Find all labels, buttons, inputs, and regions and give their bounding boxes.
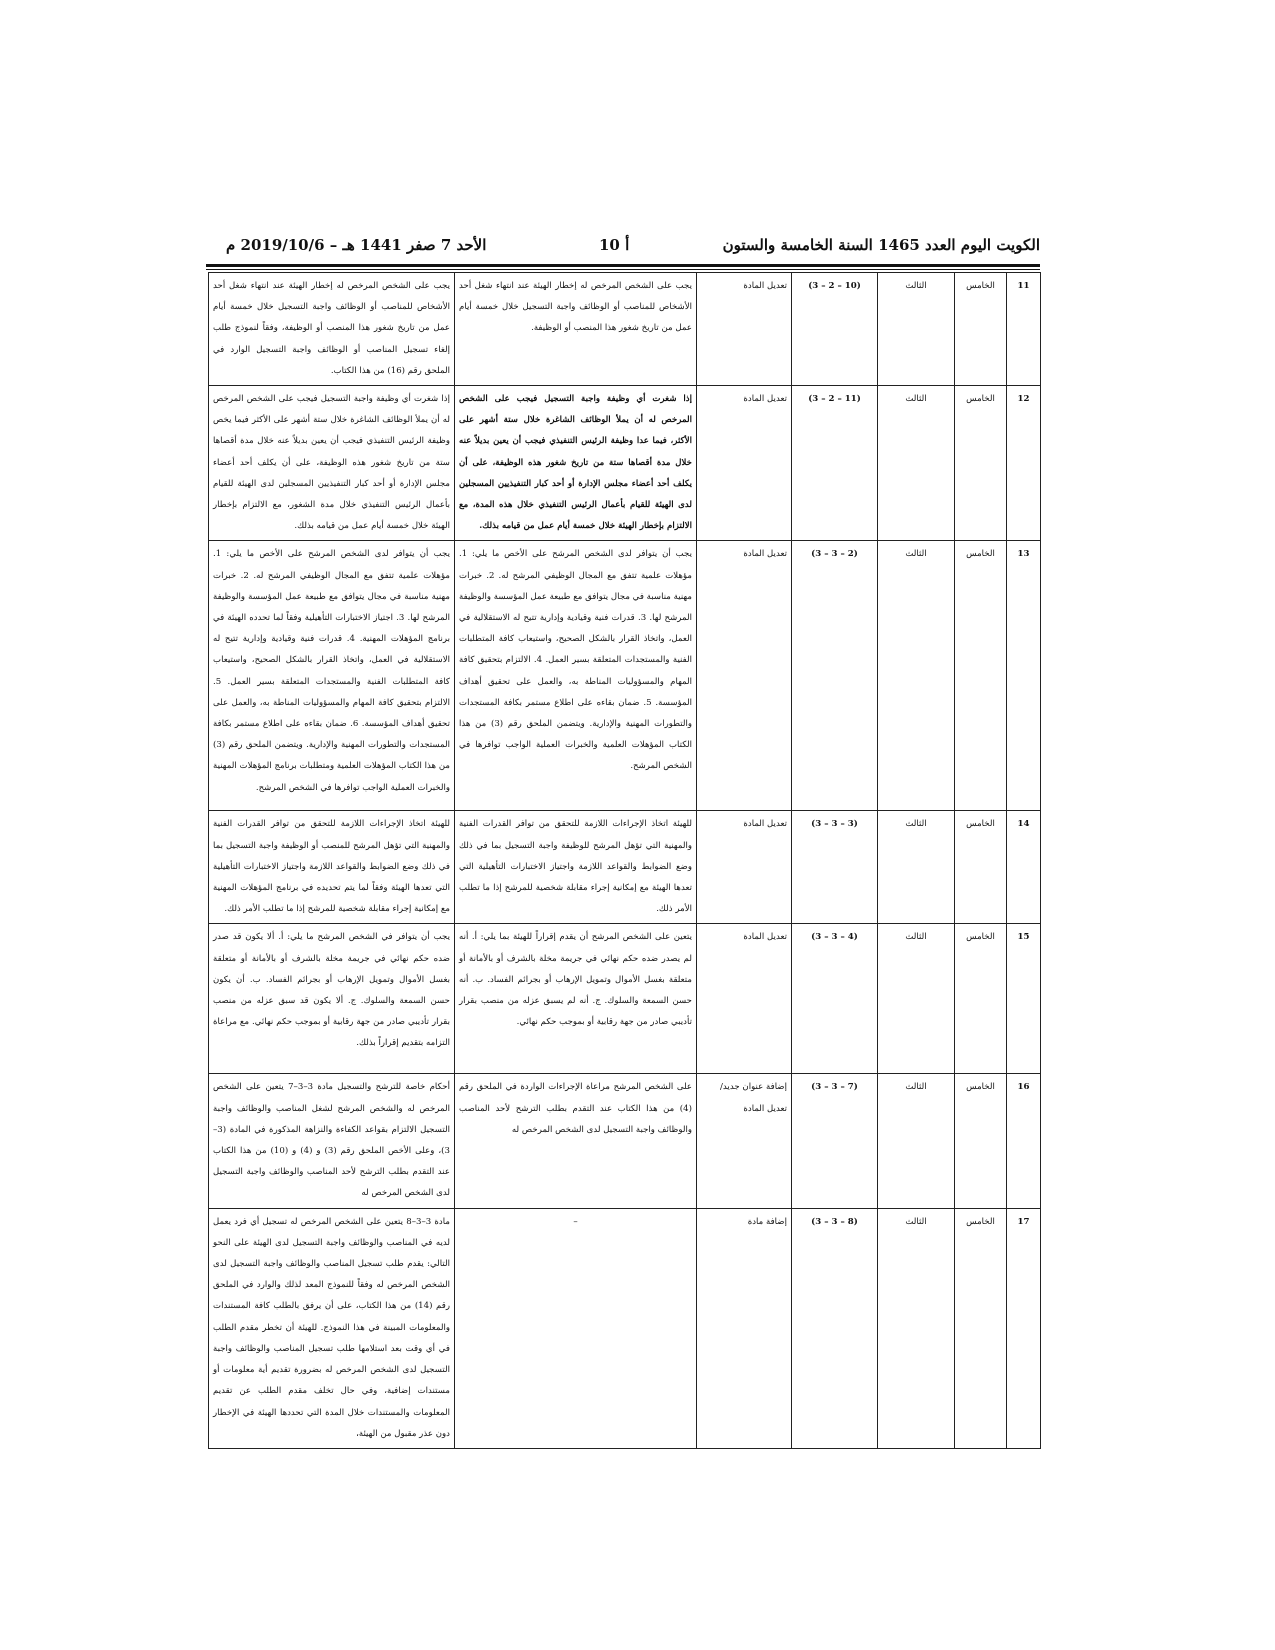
chapter-cell: الثالث bbox=[878, 1208, 955, 1448]
table-row bbox=[209, 541, 1041, 811]
amended-text-cell: يجب على الشخص المرخص له إخطار الهيئة عند انتهاء شغل أحد الأشخاص للمناصب أو الوظائف واجبة التسجيل خلال خمسة أيام عمل من تاريخ شغور هذا المنصب أو الوظيفة، وفقاً لنموذج طلب إلغاء تسجيل المناصب أو الوظائف واجبة التسجيل الوارد في الملحق رقم (16) من هذا الكتاب. bbox=[209, 273, 455, 386]
action-cell: إضافة عنوان جديد/ تعديل المادة bbox=[697, 1074, 792, 1208]
table-row bbox=[209, 811, 1041, 924]
action-cell: إضافة مادة bbox=[697, 1208, 792, 1448]
row-number: 16 bbox=[1007, 1074, 1041, 1208]
section-cell: الخامس bbox=[955, 924, 1007, 1074]
action-cell: تعديل المادة bbox=[697, 811, 792, 924]
amended-text-cell: أحكام خاصة للترشح والتسجيل مادة 3–3–7 يتعين على الشخص المرخص له والشخص المرشح لشغل المناصب والوظائف واجبة التسجيل الالتزام بقواعد الكفاءة والنزاهة المذكورة في المادة (3–3)، وعلى الأخص الملحق رقم (3) و (4) و (10) من هذا الكتاب عند التقدم بطلب الترشح لأحد المناصب والوظائف واجبة التسجيل لدى الشخص المرخص له bbox=[209, 1074, 455, 1208]
chapter-cell: الثالث bbox=[878, 811, 955, 924]
page-header bbox=[206, 236, 1040, 262]
amendments-table bbox=[208, 272, 1041, 1449]
chapter-cell: الثالث bbox=[878, 541, 955, 811]
chapter-cell: الثالث bbox=[878, 1074, 955, 1208]
page-number: أ 10 bbox=[599, 236, 630, 254]
section-cell: الخامس bbox=[955, 273, 1007, 386]
action-cell: تعديل المادة bbox=[697, 386, 792, 541]
table-row bbox=[209, 273, 1041, 386]
row-number: 17 bbox=[1007, 1208, 1041, 1448]
row-number: 15 bbox=[1007, 924, 1041, 1074]
table-row bbox=[209, 1208, 1041, 1448]
issue-date: الأحد 7 صفر 1441 هـ – 2019/10/6 م bbox=[226, 236, 487, 254]
article-ref-cell: (3 – 2 – 10) bbox=[792, 273, 878, 386]
section-cell: الخامس bbox=[955, 1074, 1007, 1208]
article-ref-cell: (3 – 3 – 2) bbox=[792, 541, 878, 811]
current-text-cell: يتعين على الشخص المرشح أن يقدم إقراراً للهيئة بما يلي: أ. أنه لم يصدر ضده حكم نهائي في جريمة مخلة بالشرف أو بالأمانة أو متعلقة بغسل الأموال وتمويل الإرهاب أو بجرائم الفساد. ب. أنه حسن السمعة والسلوك. ج. أنه لم يسبق عزله من منصب بقرار تأديبي صادر من جهة رقابية أو بموجب حكم نهائي. bbox=[455, 924, 697, 1074]
row-number: 12 bbox=[1007, 386, 1041, 541]
amended-text-cell: يجب أن يتوافر في الشخص المرشح ما يلي: أ. ألا يكون قد صدر ضده حكم نهائي في جريمة مخلة بالشرف أو بالأمانة أو متعلقة بغسل الأموال وتمويل الإرهاب أو بجرائم الفساد. ب. أن يكون حسن السمعة والسلوك. ج. ألا يكون قد سبق عزله من منصب بقرار تأديبي صادر من جهة رقابية أو بموجب حكم نهائي. مع مراعاة التزامه بتقديم إقراراً بذلك. bbox=[209, 924, 455, 1074]
amended-text-cell: للهيئة اتخاذ الإجراءات اللازمة للتحقق من توافر القدرات الفنية والمهنية التي تؤهل المرشح للمنصب أو الوظيفة واجبة التسجيل بما في ذلك وضع الضوابط والقواعد اللازمة واجتياز الاختبارات التأهيلية التي تعدها الهيئة وفقاً لما يتم تحديده في برنامج المؤهلات المهنية مع إمكانية إجراء مقابلة شخصية للمرشح إذا ما تطلب الأمر ذلك. bbox=[209, 811, 455, 924]
section-cell: الخامس bbox=[955, 541, 1007, 811]
current-text-cell: على الشخص المرشح مراعاة الإجراءات الواردة في الملحق رقم (4) من هذا الكتاب عند التقدم بطلب الترشح لأحد المناصب والوظائف واجبة التسجيل لدى الشخص المرخص له bbox=[455, 1074, 697, 1208]
current-text-cell: يجب أن يتوافر لدى الشخص المرشح على الأخص ما يلي: 1. مؤهلات علمية تتفق مع المجال الوظيفي المرشح له. 2. خبرات مهنية مناسبة في مجال يتوافق مع طبيعة عمل المؤسسة والوظيفة المرشح لها. 3. قدرات فنية وقيادية وإدارية تتيح له الاستقلالية في العمل، واتخاذ القرار بالشكل الصحيح، واستيعاب كافة المتطلبات الفنية والمستجدات المتعلقة بسير العمل. 4. الالتزام بتحقيق كافة المهام والمسؤوليات المناطة به، والعمل على تحقيق أهداف المؤسسة. 5. ضمان بقاءه على اطلاع مستمر بكافة المستجدات والتطورات المهنية والإدارية. ويتضمن الملحق رقم (3) من هذا الكتاب المؤهلات العلمية والخبرات العملية الواجب توافرها في الشخص المرشح. bbox=[455, 541, 697, 811]
action-cell: تعديل المادة bbox=[697, 541, 792, 811]
article-ref-cell: (3 – 3 – 8) bbox=[792, 1208, 878, 1448]
chapter-cell: الثالث bbox=[878, 273, 955, 386]
header-rule-thin bbox=[206, 269, 1040, 270]
action-cell: تعديل المادة bbox=[697, 924, 792, 1074]
current-text-cell: إذا شغرت أي وظيفة واجبة التسجيل فيجب على الشخص المرخص له أن يملأ الوظائف الشاغرة خلال ستة أشهر على الأكثر، فيما عدا وظيفة الرئيس التنفيذي فيجب أن يعين بديلاً عنه خلال مدة أقصاها ستة من تاريخ شغور هذه الوظيفة، على أن يكلف أحد أعضاء مجلس الإدارة أو أحد كبار التنفيذيين المسجلين لدى الهيئة للقيام بأعمال الرئيس التنفيذي خلال هذه المدة، مع الالتزام بإخطار الهيئة خلال خمسة أيام عمل من قيامه بذلك. bbox=[455, 386, 697, 541]
header-rule-thick bbox=[206, 264, 1040, 267]
amended-text-cell: إذا شغرت أي وظيفة واجبة التسجيل فيجب على الشخص المرخص له أن يملأ الوظائف الشاغرة خلال ستة أشهر على الأكثر فيما يخص وظيفة الرئيس التنفيذي فيجب أن يعين بديلاً عنه خلال مدة أقصاها ستة من تاريخ شغور هذه الوظيفة، على أن يكلف أحد أعضاء مجلس الإدارة أو أحد كبار التنفيذيين المسجلين لدى الهيئة للقيام بأعمال الرئيس التنفيذي خلال مدة الشغور، مع الالتزام بإخطار الهيئة خلال خمسة أيام عمل من قيامه بذلك. bbox=[209, 386, 455, 541]
current-text-cell: – bbox=[455, 1208, 697, 1448]
article-ref-cell: (3 – 3 – 3) bbox=[792, 811, 878, 924]
chapter-cell: الثالث bbox=[878, 386, 955, 541]
article-ref-cell: (3 – 3 – 4) bbox=[792, 924, 878, 1074]
table-row bbox=[209, 386, 1041, 541]
table-row bbox=[209, 924, 1041, 1074]
row-number: 11 bbox=[1007, 273, 1041, 386]
section-cell: الخامس bbox=[955, 811, 1007, 924]
amended-text-cell: مادة 3–3–8 يتعين على الشخص المرخص له تسجيل أي فرد يعمل لديه في المناصب والوظائف واجبة التسجيل لدى الهيئة على النحو التالي: يقدم طلب تسجيل المناصب والوظائف واجبة التسجيل لدى الشخص المرخص له وفقاً للنموذج المعد لذلك والوارد في الملحق رقم (14) من هذا الكتاب، على أن يرفق بالطلب كافة المستندات والمعلومات المبينة في هذا النموذج. للهيئة أن تخطر مقدم الطلب في أي وقت بعد استلامها طلب تسجيل المناصب والوظائف واجبة التسجيل لدى الشخص المرخص له بضرورة تقديم أية معلومات أو مستندات إضافية، وفي حال تخلف مقدم الطلب عن تقديم المعلومات والمستندات خلال المدة التي تحددها الهيئة في الإخطار دون عذر مقبول من الهيئة، bbox=[209, 1208, 455, 1448]
gazette-title: الكويت اليوم العدد 1465 السنة الخامسة والستون bbox=[722, 236, 1040, 254]
row-number: 13 bbox=[1007, 541, 1041, 811]
current-text-cell: للهيئة اتخاذ الإجراءات اللازمة للتحقق من توافر القدرات الفنية والمهنية التي تؤهل المرشح للوظيفة واجبة التسجيل بما في ذلك وضع الضوابط والقواعد اللازمة واجتياز الاختبارات التأهيلية التي تعدها الهيئة مع إمكانية إجراء مقابلة شخصية للمرشح إذا ما تطلب الأمر ذلك. bbox=[455, 811, 697, 924]
article-ref-cell: (3 – 3 – 7) bbox=[792, 1074, 878, 1208]
section-cell: الخامس bbox=[955, 386, 1007, 541]
section-cell: الخامس bbox=[955, 1208, 1007, 1448]
action-cell: تعديل المادة bbox=[697, 273, 792, 386]
table-row bbox=[209, 1074, 1041, 1208]
row-number: 14 bbox=[1007, 811, 1041, 924]
amended-text-cell: يجب أن يتوافر لدى الشخص المرشح على الأخص ما يلي: 1. مؤهلات علمية تتفق مع المجال الوظيفي المرشح له. 2. خبرات مهنية مناسبة في مجال يتوافق مع طبيعة عمل المؤسسة والوظيفة المرشح لها. 3. اجتياز الاختبارات التأهيلية وفقاً لما تحدده الهيئة في برنامج المؤهلات المهنية. 4. قدرات فنية وقيادية وإدارية تتيح له الاستقلالية في العمل، واتخاذ القرار بالشكل الصحيح، واستيعاب كافة المتطلبات الفنية والمستجدات المتعلقة بسير العمل. 5. الالتزام بتحقيق كافة المهام والمسؤوليات المناطة به، والعمل على تحقيق أهداف المؤسسة. 6. ضمان بقاءه على اطلاع مستمر بكافة المستجدات والتطورات المهنية والإدارية. ويتضمن الملحق رقم (3) من هذا الكتاب المؤهلات العلمية ومتطلبات برنامج المؤهلات المهنية والخبرات العملية الواجب توافرها في الشخص المرشح. bbox=[209, 541, 455, 811]
article-ref-cell: (3 – 2 – 11) bbox=[792, 386, 878, 541]
chapter-cell: الثالث bbox=[878, 924, 955, 1074]
current-text-cell: يجب على الشخص المرخص له إخطار الهيئة عند انتهاء شغل أحد الأشخاص للمناصب أو الوظائف واجبة التسجيل خلال خمسة أيام عمل من تاريخ شغور هذا المنصب أو الوظيفة. bbox=[455, 273, 697, 386]
